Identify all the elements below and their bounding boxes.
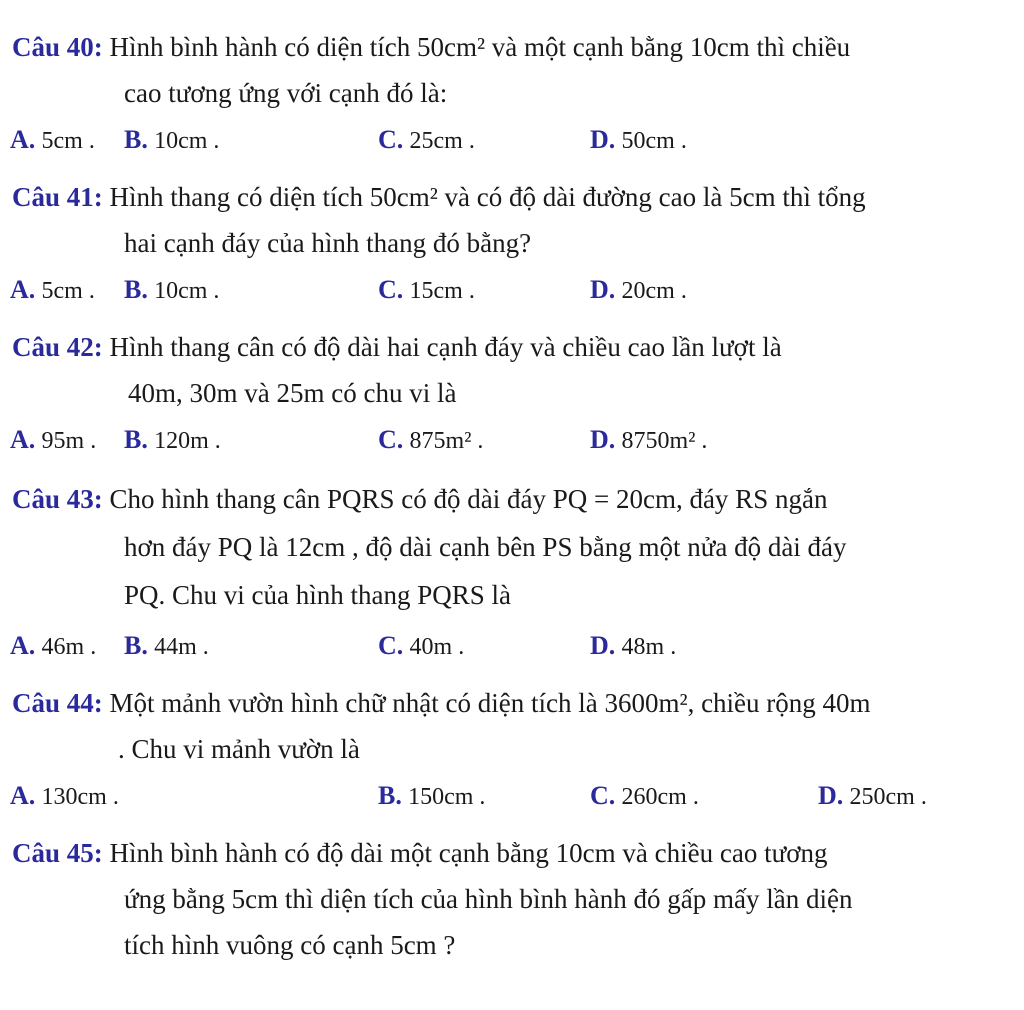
question-text: Hình thang cân có độ dài hai cạnh đáy và chiều cao lần lượt là <box>109 332 782 362</box>
option-b: B. 10cm . <box>124 275 220 304</box>
question-text: PQ. Chu vi của hình thang PQRS là <box>124 580 512 610</box>
question-text: hơn đáy PQ là 12cm , độ dài cạnh bên PS bằng một nửa độ dài đáy <box>124 532 847 562</box>
question-45-line-1 <box>12 836 828 870</box>
question-label: Câu 43: <box>12 484 103 514</box>
option-d: D. 250cm . <box>818 781 927 810</box>
option-b: B. 150cm . <box>378 781 486 810</box>
question-text: hai cạnh đáy của hình thang đó bằng? <box>124 228 532 258</box>
question-43-line-1 <box>12 482 827 516</box>
question-label: Câu 42: <box>12 332 103 362</box>
option-a: A. 46m . <box>10 631 97 660</box>
question-42-line-1 <box>12 330 782 364</box>
question-41-line-1 <box>12 180 866 214</box>
option-c: C. 875m² . <box>378 425 484 454</box>
option-d: D. 8750m² . <box>590 425 708 454</box>
option-c: C. 40m . <box>378 631 465 660</box>
option-a: A. 130cm . <box>10 781 119 810</box>
option-b: B. 120m . <box>124 425 221 454</box>
option-b: B. 10cm . <box>124 125 220 154</box>
question-40-line-1 <box>12 30 850 64</box>
option-a: A. 95m . <box>10 425 97 454</box>
option-b: B. 44m . <box>124 631 209 660</box>
question-text: Hình bình hành có diện tích 50cm² và một cạnh bằng 10cm thì chiều <box>109 32 851 62</box>
option-d: D. 48m . <box>590 631 677 660</box>
option-d: D. 20cm . <box>590 275 687 304</box>
question-text: Hình thang có diện tích 50cm² và có độ dài đường cao là 5cm thì tổng <box>109 182 866 212</box>
question-label: Câu 45: <box>12 838 103 868</box>
question-text: . Chu vi mảnh vườn là <box>118 734 360 764</box>
option-c: C. 260cm . <box>590 781 699 810</box>
question-text: 40m, 30m và 25m có chu vi là <box>128 378 457 408</box>
question-44-line-1 <box>12 686 871 720</box>
option-c: C. 15cm . <box>378 275 475 304</box>
question-text: Một mảnh vườn hình chữ nhật có diện tích là 3600m², chiều rộng 40m <box>109 688 871 718</box>
question-label: Câu 41: <box>12 182 103 212</box>
question-text: Cho hình thang cân PQRS có độ dài đáy PQ = 20cm, đáy RS ngắn <box>109 484 828 514</box>
question-label: Câu 44: <box>12 688 103 718</box>
question-text: Hình bình hành có độ dài một cạnh bằng 10cm và chiều cao tương <box>109 838 828 868</box>
option-c: C. 25cm . <box>378 125 475 154</box>
question-label: Câu 40: <box>12 32 103 62</box>
option-a: A. 5cm . <box>10 275 95 304</box>
option-a: A. 5cm . <box>10 125 95 154</box>
question-text: cao tương ứng với cạnh đó là: <box>124 78 448 108</box>
question-text: tích hình vuông có cạnh 5cm ? <box>124 930 456 960</box>
option-d: D. 50cm . <box>590 125 687 154</box>
question-text: ứng bằng 5cm thì diện tích của hình bình hành đó gấp mấy lần diện <box>124 884 853 914</box>
